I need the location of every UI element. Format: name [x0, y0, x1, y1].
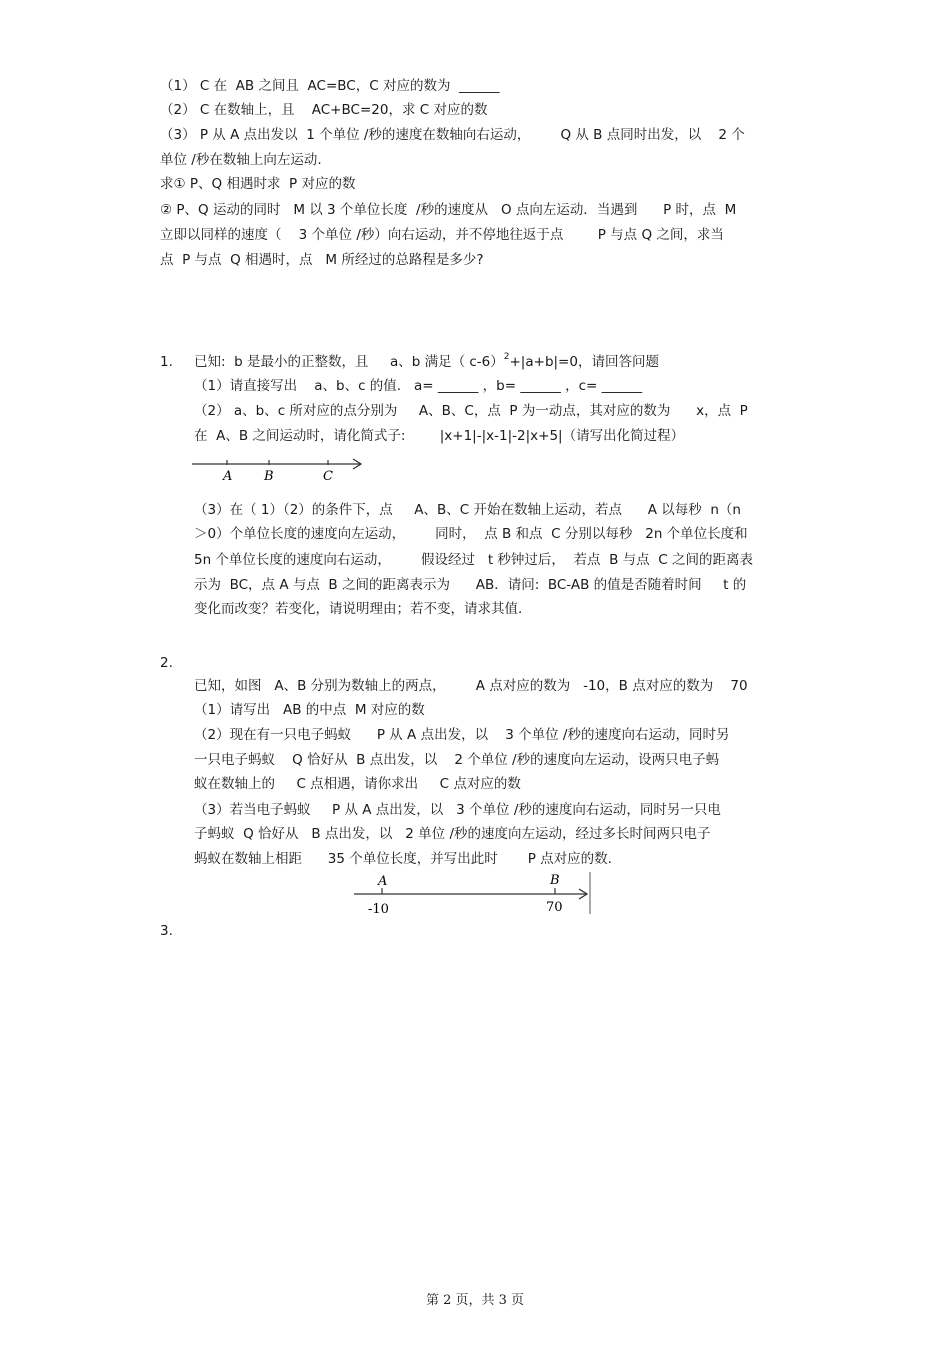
q1-part-3-5: 变化而改变？若变化，请说明理由；若不变，请求其值.: [194, 601, 523, 617]
prev-line-7: 立即以同样的速度（ 3 个单位 /秒）向右运动，并不停地往返于点 P 与点 Q 之间，求当: [160, 227, 724, 243]
q1-part-3-2: ＞0）个单位长度的速度向左运动， 同时， 点 B 和点 C 分别以每秒 2n 个单位长度和: [194, 526, 748, 542]
q2-line-3: （2）现在有一只电子蚂蚁 P 从 A 点出发，以 3 个单位 /秒的速度向右运动，同时另: [194, 727, 730, 743]
q2-line-6: （3）若当电子蚂蚁 P 从 A 点出发，以 3 个单位 /秒的速度向右运动，同时另一只电: [194, 802, 721, 818]
label-c: C: [323, 469, 333, 484]
prev-line-6: ② P、Q 运动的同时 M 以 3 个单位长度 /秒的速度从 O 点向左运动．当遇到 P 时，点 M: [160, 202, 737, 218]
q2-line-7: 子蚂蚁 Q 恰好从 B 点出发，以 2 单位 /秒的速度向左运动，经过多长时间两只电子: [194, 826, 711, 842]
q1-part-3-1: （3）在（ 1）（2）的条件下，点 A、B、C 开始在数轴上运动，若点 A 以每秒 n（n: [194, 502, 741, 518]
label-a: A: [378, 874, 388, 889]
value-a: -10: [368, 902, 389, 917]
q2-line-4: 一只电子蚂蚁 Q 恰好从 B 点出发，以 2 个单位 /秒的速度向左运动，设两只电子蚂: [194, 752, 720, 768]
prev-line-2: （2） C 在数轴上，且 AC+BC=20，求 C 对应的数: [160, 102, 488, 118]
label-b: B: [550, 873, 560, 888]
prev-line-5: 求① P、Q 相遇时求 P 对应的数: [160, 176, 356, 192]
question-3-number: 3.: [160, 923, 173, 939]
label-b: B: [264, 469, 274, 484]
q2-line-1: 已知，如图 A、B 分别为数轴上的两点， A 点对应的数为 -10，B 点对应的数为 70: [194, 678, 748, 694]
q1-part-3-3: 5n 个单位长度的速度向右运动， 假设经过 t 秒钟过后， 若点 B 与点 C 之间的距离表: [194, 552, 753, 568]
question-intro: [194, 353, 659, 373]
prev-line-4: 单位 /秒在数轴上向左运动.: [160, 152, 322, 168]
intro-text-b: +|a+b|=0，请回答问题: [509, 354, 659, 370]
q2-line-5: 蚁在数轴上的 C 点相遇，请你求出 C 点对应的数: [194, 776, 521, 792]
number-line-abc: [190, 456, 370, 486]
question-number: 2.: [160, 655, 173, 671]
prev-line-1: （1） C 在 AB 之间且 AC=BC，C 对应的数为 ______: [160, 78, 500, 94]
number-line-ab: [350, 870, 600, 916]
intro-text-a: 已知: b 是最小的正整数，且 a、b 满足（ c-6）: [194, 354, 504, 370]
q1-part-2: （2） a、b、c 所对应的点分别为 A、B、C，点 P 为一动点，其对应的数为 x，点 P: [194, 403, 748, 419]
label-a: A: [223, 469, 233, 484]
q2-line-8: 蚂蚁在数轴上相距 35 个单位长度，并写出此时 P 点对应的数.: [194, 851, 612, 867]
value-b: 70: [546, 900, 563, 915]
prev-line-3: （3） P 从 A 点出发以 1 个单位 /秒的速度在数轴向右运动， Q 从 B 点同时出发，以 2 个: [160, 127, 745, 143]
question-number: 1.: [160, 354, 173, 370]
exponent: 2: [503, 352, 510, 362]
q1-part-3-4: 示为 BC，点 A 与点 B 之间的距离表示为 AB．请问: BC-AB 的值是否随着时间 t 的: [194, 577, 747, 593]
q1-part-2-cont: 在 A、B 之间运动时，请化简式子: |x+1|-|x-1|-2|x+5|（请写出化简过程）: [194, 428, 685, 444]
prev-line-8: 点 P 与点 Q 相遇时，点 M 所经过的总路程是多少?: [160, 252, 484, 268]
q2-line-2: （1）请写出 AB 的中点 M 对应的数: [194, 702, 425, 718]
page-footer: 第 2 页，共 3 页: [425, 1293, 525, 1308]
q1-part-1: （1）请直接写出 a、b、c 的值. a= ______ ，b= ______ ，c= ______: [194, 378, 643, 394]
